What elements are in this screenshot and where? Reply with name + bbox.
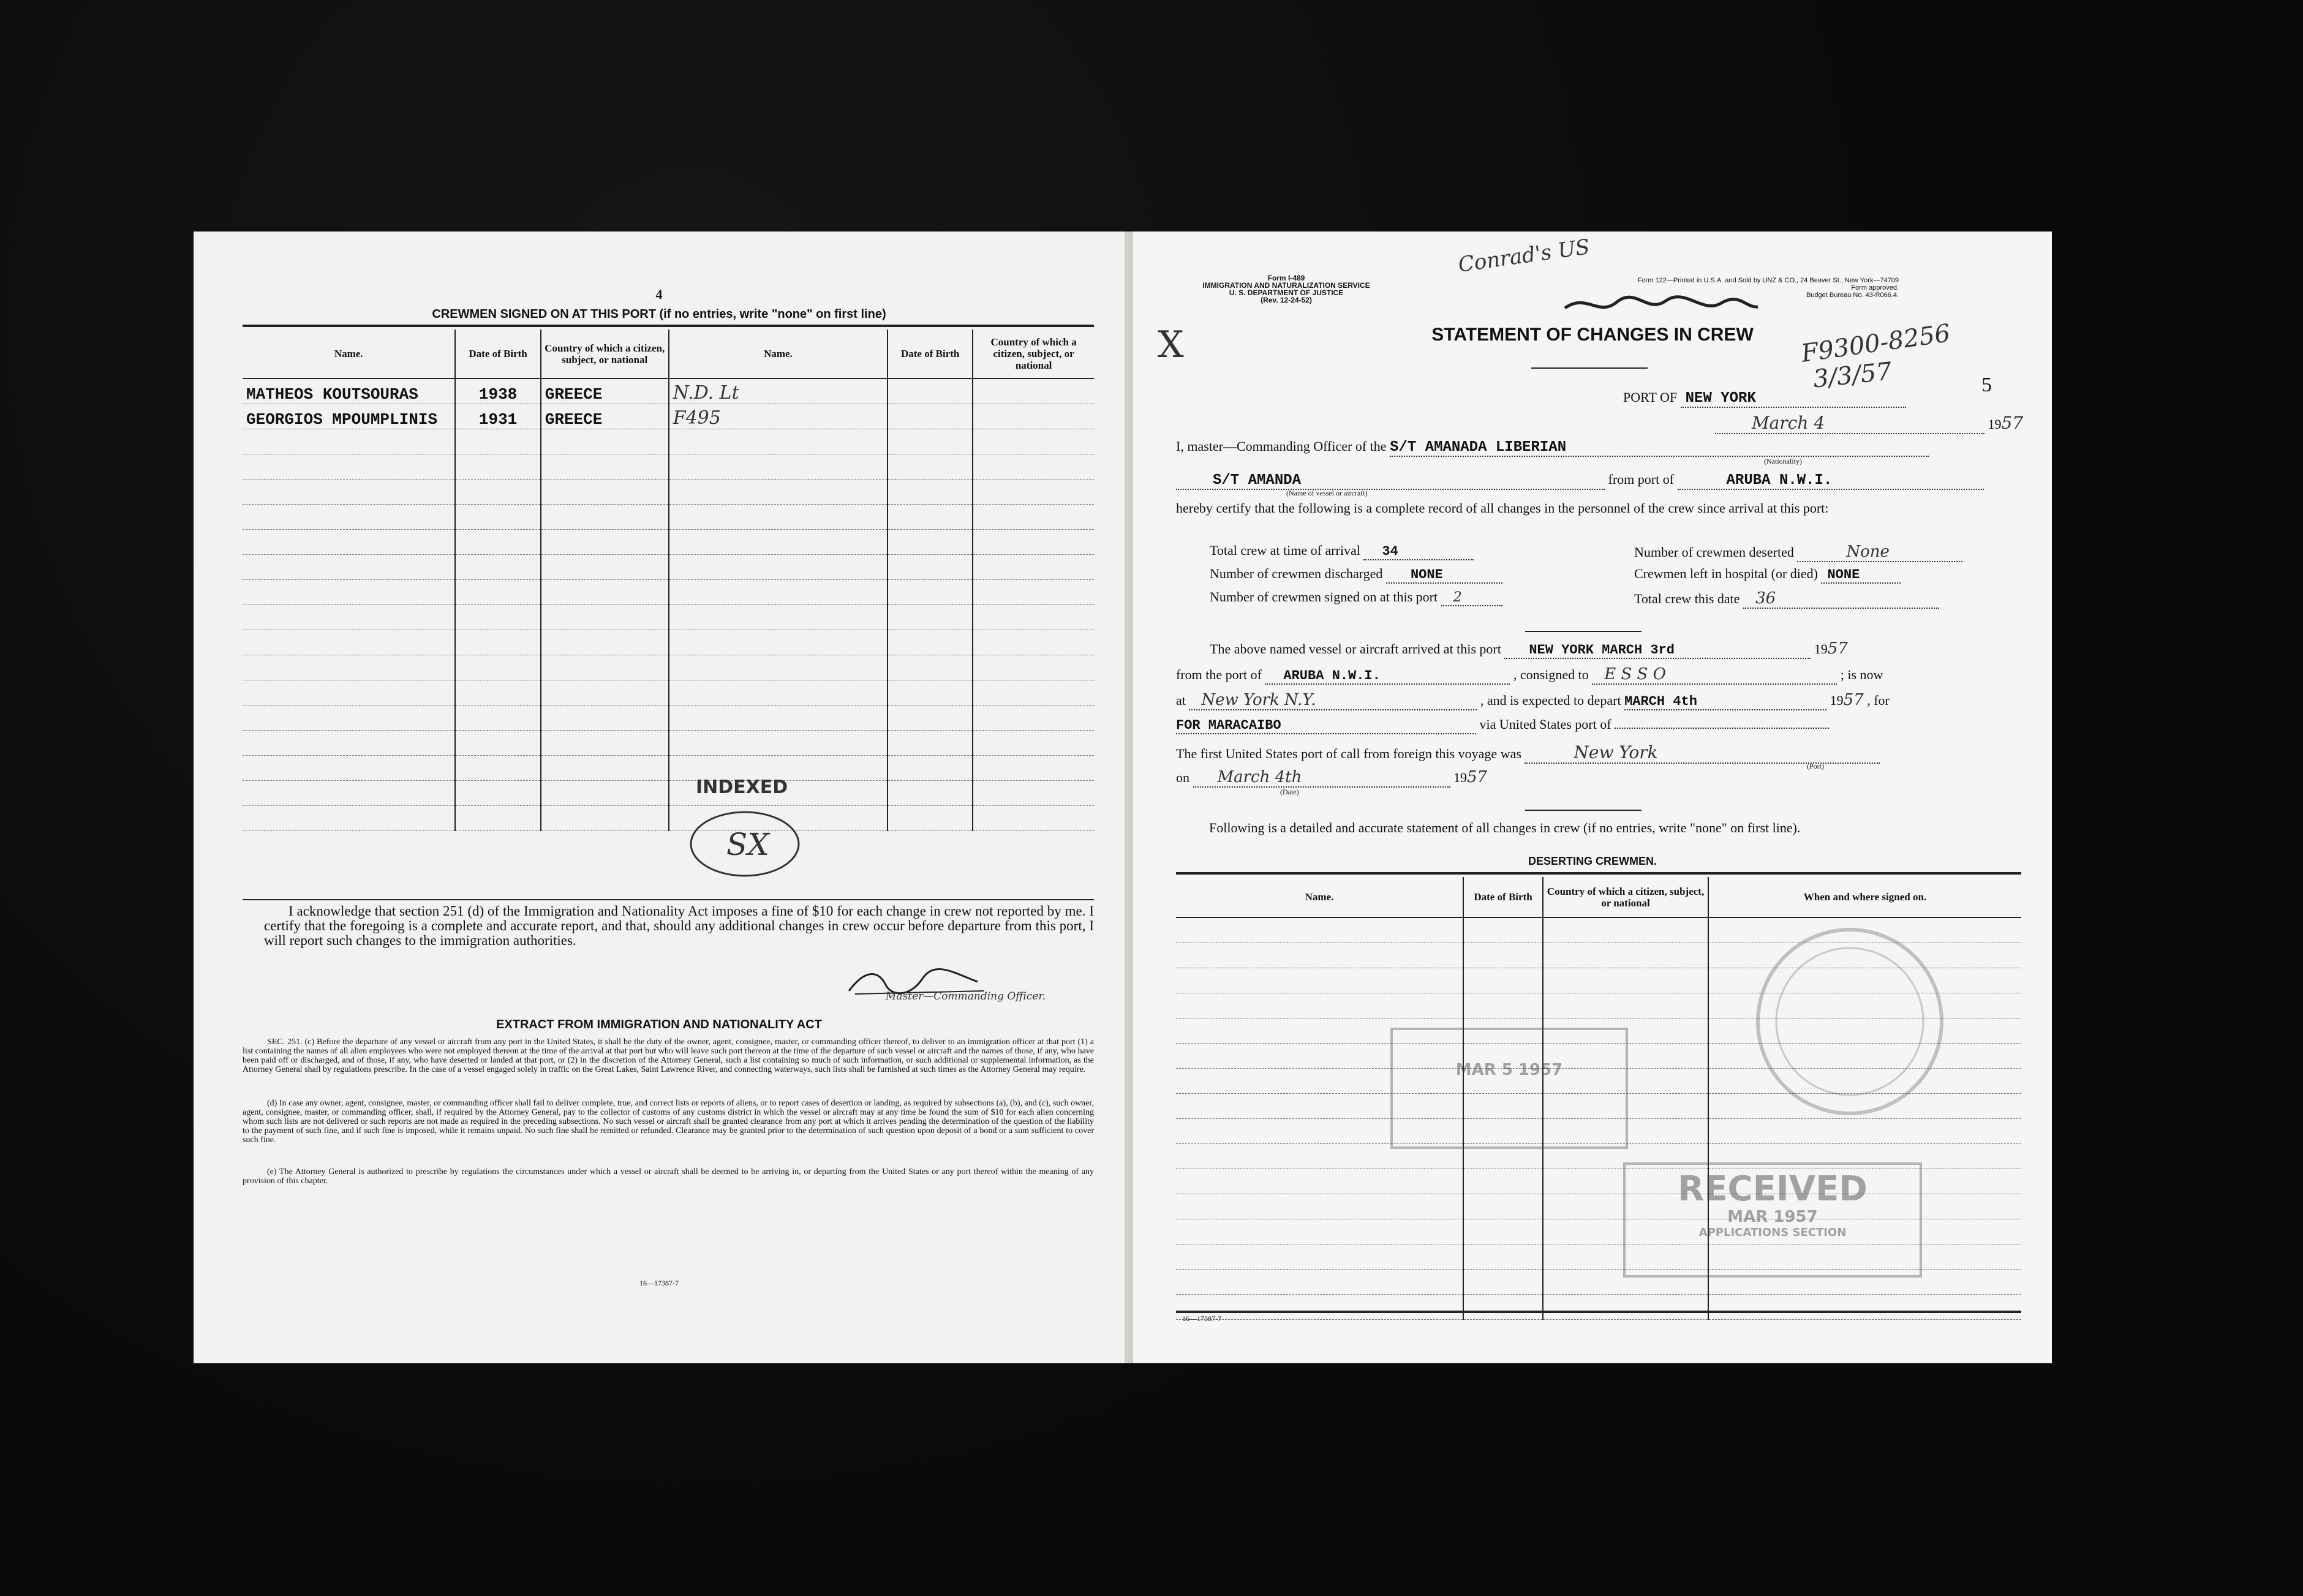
- acknowledgement-text: I acknowledge that section 251 (d) of the Immigration and Nationality Act imposes a fine of $10 for each change in crew not reported by me. I certify that the foregoing is a complete and accurate report, and that, should any additional changes in crew occur before departure from this port, I will report such changes to the immigration authorities.: [264, 903, 1094, 948]
- total-date-value: 36: [1743, 589, 1939, 609]
- form-number: Form I-489: [1267, 274, 1305, 282]
- col-name-1: Name.: [243, 329, 455, 378]
- for-label: , for: [1867, 693, 1890, 708]
- from-port-value: ARUBA N.W.I.: [1678, 472, 1984, 490]
- discharged-line: [1210, 566, 1502, 584]
- total-crew-label: Total crew at time of arrival: [1210, 543, 1360, 558]
- deserting-title: DESERTING CREWMEN.: [1528, 855, 1657, 867]
- received-stamp-1: [1390, 1028, 1628, 1149]
- extract-title: EXTRACT FROM IMMIGRATION AND NATIONALITY ACT: [496, 1018, 822, 1031]
- for-line: [1176, 717, 1829, 734]
- col-name-2: Name.: [669, 329, 888, 378]
- stamp-section: APPLICATIONS SECTION: [1698, 1226, 1847, 1239]
- col-dob-1: Date of Birth: [455, 329, 540, 378]
- consigned-value: E S S O: [1592, 665, 1837, 685]
- desert-col-signed: When and where signed on.: [1708, 877, 2021, 917]
- from-port2-label: from the port of: [1176, 667, 1262, 682]
- section-title: CREWMEN SIGNED ON AT THIS PORT (if no entries, write "none" on first line): [432, 307, 886, 321]
- deserted-value: None: [1797, 543, 1962, 562]
- stamp-date-2: MAR 1957: [1727, 1208, 1818, 1226]
- left-page: [194, 231, 1125, 1363]
- form-header-left: [1170, 274, 1403, 304]
- extract-d: (d) In case any owner, agent, consignee, master, or commanding officer shall fail to deliver complete, true, and correct lists or reports of aliens, or to report cases of desertion or landing, as required by subsections (a), (b), and (c), such owner, agent, consignee, master, or commanding officer, shall, if required by the Attorney General, pay to the collector of customs of any customs district in which the vessel or aircraft may at any time be found the sum of $10 for each alien concerning whom such lists are not delivered or such reports are not made as required in the preceding subsections. No such vessel or aircraft shall be granted clearance from any port at which it arrives pending the determination of the question of the liability to the payment of such fine, and if such fine is imposed, while it remains unpaid. No such fine shall be remitted or refunded. Clearance may be granted prior to the determination of such question upon deposit of a bond or a sum sufficient to cover such fine.: [243, 1099, 1094, 1145]
- master-line: [1176, 439, 1929, 457]
- year-suffix: 57: [2001, 413, 2024, 433]
- date-line: [1715, 413, 2023, 434]
- crew-dob: 1931: [455, 404, 540, 429]
- port-line: [1623, 390, 1906, 408]
- handwritten-note: N.D. Lt: [669, 378, 888, 404]
- arrived-year: 57: [1827, 639, 1848, 658]
- year-prefix: 19: [1988, 416, 2002, 432]
- desert-col-dob: Date of Birth: [1463, 877, 1543, 917]
- discharged-label: Number of crewmen discharged: [1210, 566, 1383, 581]
- port-note: (Port): [1807, 762, 1824, 770]
- is-now-label: ; is now: [1840, 667, 1883, 682]
- handwritten-date: 3/3/57: [1811, 357, 1893, 394]
- approval-line: Form approved.: [1851, 284, 1899, 292]
- page-title: STATEMENT OF CHANGES IN CREW: [1431, 325, 1754, 345]
- page-number-left: 4: [655, 287, 663, 302]
- depart-value: MARCH 4th: [1624, 694, 1826, 710]
- from-port2-value: ARUBA N.W.I.: [1265, 668, 1510, 685]
- indexed-stamp: INDEXED: [696, 777, 788, 798]
- page-fold: [1125, 231, 1133, 1363]
- deserted-label: Number of crewmen deserted: [1634, 544, 1794, 560]
- received-stamp-2: [1623, 1162, 1922, 1278]
- for-value: FOR MARACAIBO: [1176, 718, 1476, 734]
- crew-dob: 1938: [455, 378, 540, 404]
- signed-on-table: [243, 329, 1094, 831]
- first-port-value: New York: [1525, 742, 1880, 764]
- crew-country: GREECE: [541, 404, 669, 429]
- crew-name: GEORGIOS MPOUMPLINIS: [243, 404, 455, 429]
- table-row: [243, 378, 1094, 404]
- table-row: [243, 404, 1094, 429]
- stamp-received-label: RECEIVED: [1678, 1169, 1868, 1209]
- from-port2-line: [1176, 665, 1883, 685]
- col-country-2: Country of which a citizen, subject, or national: [973, 329, 1094, 378]
- port-value: NEW YORK: [1681, 390, 1906, 408]
- stamp-date-1: MAR 5 1957: [1455, 1061, 1563, 1079]
- signed-on-label: Number of crewmen signed on at this port: [1210, 589, 1438, 604]
- printer-line: Form 122—Printed in U.S.A. and Sold by UNZ & CO., 24 Beaver St., New York—74709: [1637, 277, 1899, 284]
- extract-e: (e) The Attorney General is authorized to prescribe by regulations the circumstances under which a vessel or aircraft shall be deemed to be arriving in, or departing from the United States or any port thereof within the meaning of any provision of this chapter.: [243, 1167, 1094, 1186]
- at-label: at: [1176, 693, 1186, 708]
- hospital-line: [1634, 566, 1901, 584]
- handwritten-top: Conrad's US: [1457, 235, 1591, 277]
- scribble-mark-icon: [1562, 290, 1764, 320]
- revision-date: (Rev. 12-24-52): [1261, 296, 1312, 304]
- budget-line: Budget Bureau No. 43-R066.4.: [1806, 292, 1899, 299]
- vessel-name: S/T AMANDA: [1176, 472, 1605, 490]
- at-line: [1176, 691, 1890, 710]
- x-mark: X: [1158, 323, 1184, 366]
- desert-col-country: Country of which a citizen, subject, or national: [1543, 877, 1708, 917]
- first-port-line: [1176, 742, 1880, 764]
- svg-text:SX: SX: [726, 827, 769, 862]
- on-label: on: [1176, 770, 1189, 785]
- agency-name: IMMIGRATION AND NATURALIZATION SERVICE: [1202, 281, 1370, 290]
- arrived-line: [1210, 639, 1848, 659]
- discharged-value: NONE: [1386, 567, 1502, 584]
- signed-on-line: [1210, 589, 1502, 606]
- page-number-right: 5: [1981, 374, 1992, 396]
- depart-year: 57: [1843, 691, 1864, 709]
- depart-label: , and is expected to depart: [1480, 693, 1621, 708]
- at-value: New York N.Y.: [1189, 691, 1477, 710]
- handwritten-note: F495: [669, 404, 888, 429]
- circle-stamp-icon: [684, 807, 806, 881]
- print-code-left: 16—17387-7: [639, 1279, 679, 1287]
- extract-c: SEC. 251. (c) Before the departure of any vessel or aircraft from any port in the United States, it shall be the duty of the owner, agent, consignee, master, or commanding officer thereof, to deliver to an immigration officer at that port (1) a list containing the names of all alien employees who were not employed thereon at the time of the arrival at that port but who will leave such port thereon at the time of the departure of such vessel or aircraft and the names of those, if any, who have been paid off or discharged, and of those, if any, who have deserted or landed at that port, or (2) in the discretion of the Attorney General, such a list containing so much of such information, or such additional or supplemental information, as the Attorney General shall by regulations prescribe. In the case of a vessel engaged solely in traffic on the Great Lakes, Saint Lawrence River, and connecting waterways, such lists shall be furnished at such times as the Attorney General may require.: [243, 1037, 1094, 1074]
- consigned-label: , consigned to: [1513, 667, 1589, 682]
- hospital-label: Crewmen left in hospital (or died): [1634, 566, 1818, 581]
- arrived-label: The above named vessel or aircraft arrived at this port: [1210, 641, 1501, 657]
- vessel-note: (Name of vessel or aircraft): [1286, 489, 1368, 497]
- hospital-value: NONE: [1821, 567, 1901, 584]
- arrived-value: NEW YORK MARCH 3rd: [1504, 642, 1811, 659]
- department-name: U. S. DEPARTMENT OF JUSTICE: [1229, 288, 1344, 297]
- right-page: [1133, 231, 2052, 1363]
- master-label: I, master—Commanding Officer of the: [1176, 439, 1387, 454]
- deserted-line: [1634, 543, 1962, 562]
- total-date-label: Total crew this date: [1634, 591, 1740, 606]
- signed-on-value: 2: [1441, 590, 1502, 606]
- print-code-right: 16—17387-7: [1182, 1314, 1221, 1323]
- depart-year-prefix: 19: [1830, 693, 1844, 708]
- crew-country: GREECE: [541, 378, 669, 404]
- round-seal-icon: [1746, 917, 1954, 1126]
- total-crew-value: 34: [1363, 544, 1474, 560]
- signature-label: Master—Commanding Officer.: [886, 990, 1046, 1003]
- vessel-line: [1176, 472, 1984, 490]
- on-year-prefix: 19: [1453, 770, 1467, 785]
- col-country-1: Country of which a citizen, subject, or national: [541, 329, 669, 378]
- on-line: [1176, 768, 1487, 788]
- following-text: Following is a detailed and accurate statement of all changes in crew (if no entries, write "none" on first line).: [1209, 820, 1801, 835]
- first-port-label: The first United States port of call from foreign this voyage was: [1176, 746, 1521, 761]
- total-date-line: [1634, 589, 1939, 609]
- vessel-full: S/T AMANADA LIBERIAN: [1390, 439, 1929, 457]
- col-dob-2: Date of Birth: [888, 329, 973, 378]
- on-value: March 4th: [1193, 768, 1450, 788]
- date-value: March 4: [1715, 413, 1985, 434]
- nationality-note: (Nationality): [1764, 457, 1802, 465]
- arrived-year-prefix: 19: [1814, 641, 1828, 657]
- from-port-label: from port of: [1608, 472, 1675, 487]
- on-year: 57: [1467, 768, 1488, 786]
- crew-name: MATHEOS KOUTSOURAS: [243, 378, 455, 404]
- desert-col-name: Name.: [1176, 877, 1463, 917]
- port-label: PORT OF: [1623, 390, 1678, 405]
- via-label: via United States port of: [1479, 717, 1611, 732]
- certify-text: hereby certify that the following is a complete record of all changes in the personnel of the crew since arrival at this port:: [1176, 500, 1829, 516]
- date-note: (Date): [1280, 788, 1299, 796]
- total-crew-line: [1210, 543, 1474, 560]
- handwritten-file-number: F9300-8256: [1799, 319, 1952, 368]
